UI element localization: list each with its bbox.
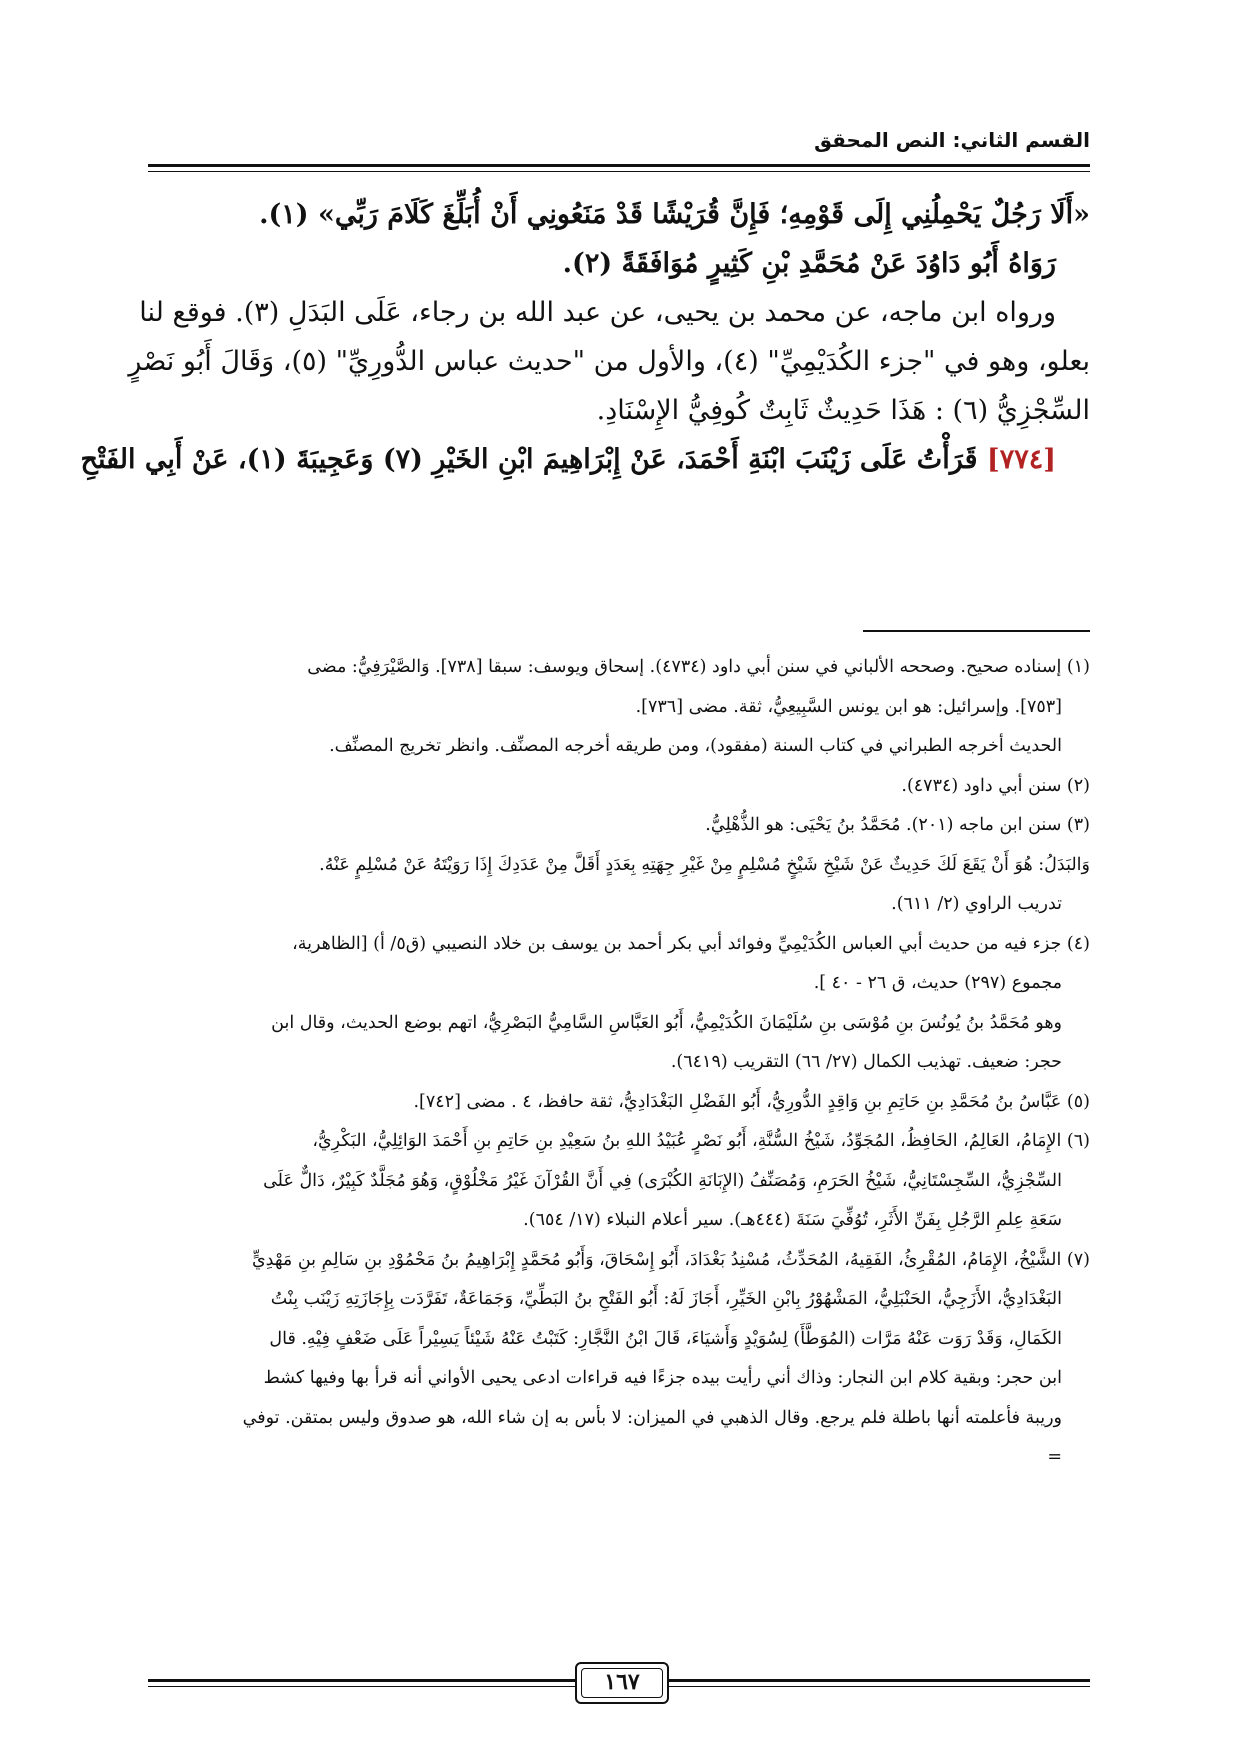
body-line: ورواه ابن ماجه، عن محمد بن يحيى، عن عبد الله بن رجاء، عَلَى البَدَلِ (٣). فوقع لنا (139, 297, 1056, 328)
footnote-line: وَالبَدَلُ: هُوَ أَنْ يَقَعَ لَكَ حَدِيثٌ عَنْ شَيْخِ شَيْخٍ مُسْلِمٍ مِنْ غَيْرِ جِهَتِهِ بِعَدَدٍ أَقَلَّ مِنْ عَدَدِكَ إِذَا رَوَيْتَهُ عَنْ مُسْلِمٍ عَنْهُ. (319, 854, 1090, 875)
page-number-frame (575, 1662, 669, 1704)
footnote-line: سَعَةِ عِلمِ الرَّجُلِ بِفَنِّ الأَثَرِ، تُوُفِّيَ سَنَةَ (٤٤٤هـ). سير أعلام النبلاء (١٧/ ٦٥٤). (523, 1210, 1062, 1230)
hadith-text: قَرَأْتُ عَلَى زَيْنَبَ ابْنَةِ أَحْمَدَ، عَنْ إِبْرَاهِيمَ ابْنِ الخَيْرِ (٧) وَعَجِيبَةَ (١)، عَنْ أَبِي الفَتْحِ (80, 444, 978, 475)
header-rule-thin (148, 171, 1090, 172)
footnote-separator (863, 630, 1090, 632)
hadith-number: [٧٧٤] (986, 444, 1056, 475)
footnote-line: (٢) سنن أبي داود (٤٧٣٤). (901, 775, 1090, 796)
footnote-line: تدريب الراوي (٢/ ٦١١). (891, 894, 1062, 914)
footnotes (148, 648, 1090, 1478)
footnote-line: (٤) جزء فيه من حديث أبي العباس الكُدَيْمِيِّ وفوائد أبي بكر أحمد بن يوسف بن خلاد النصيبي (ق٥/ أ) [الظاهرية، (292, 933, 1090, 954)
footnote-line: (٦) الإِمَامُ، العَالِمُ، الحَافِظُ، المُجَوِّدُ، شَيْخُ السُّنَّةِ، أَبُو نَصْرٍ عُبَيْدُ اللهِ بنُ سَعِيْدِ بنِ حَاتِمِ بنِ أَحْمَدَ الوَائِلِيُّ، البَكْرِيُّ، (312, 1131, 1090, 1151)
footnote-line: [٧٥٣]. وإسرائيل: هو ابن يونس السَّبِيعِيُّ، ثقة. مضى [٧٣٦]. (635, 696, 1062, 717)
footnote-line: حجر: ضعيف. تهذيب الكمال (٢٧/ ٦٦) التقريب (٦٤١٩). (670, 1052, 1062, 1072)
footnote-line: وريبة فأعلمته أنها باطلة فلم يرجع. وقال الذهبي في الميزان: لا بأس به إن شاء الله، هو صدوق وليس بمتقن. توفي (242, 1407, 1062, 1428)
footnote-line: ابن حجر: وبقية كلام ابن النجار: وذاك أني رأيت بيده جزءًا فيه قراءات ادعى يحيى الأواني أنه قرأ بها وفيها كشط (263, 1368, 1062, 1388)
running-header: القسم الثاني: النص المحقق (814, 128, 1090, 152)
footnote-line: (١) إسناده صحيح. وصححه الألباني في سنن أبي داود (٤٧٣٤). إسحاق ويوسف: سبقا [٧٣٨]. وَالصَّيْرَفِيُّ: مضى (307, 657, 1090, 677)
footnote-line: (٧) الشَّيْخُ، الإِمَامُ، المُقْرِئُ، الفَقِيهُ، المُحَدِّثُ، مُسْنِدُ بَغْدَادَ، أَبُو إِسْحَاقَ، وَأَبُو مُحَمَّدٍ إِبْرَاهِيمُ بنُ مَحْمُوْدِ بنِ سَالِمِ بنِ مَهْدِيٍّ (251, 1249, 1090, 1270)
footnote-line: السِّجْزِيُّ، السِّجِسْتَانِيُّ، شَيْخُ الحَرَمِ، وَمُصَنِّفُ (الإِبَانَةِ الكُبْرَى) فِي أَنَّ القُرْآنَ غَيْرُ مَخْلُوْقٍ، وَهُوَ مُجَلَّدٌ كَبِيْرٌ، دَالٌّ عَلَى (263, 1170, 1062, 1191)
page-number: ١٦٧ (604, 1669, 640, 1695)
hadith-line (80, 435, 1090, 484)
footnote-line: الحديث أخرجه الطبراني في كتاب السنة (مفقود)، ومن طريقه أخرجه المصنِّف. وانظر تخريج المصنِّف. (329, 736, 1062, 756)
footnote-line: البَغْدَادِيُّ، الأَزَجِيُّ، الحَنْبَلِيُّ، المَشْهُوْرُ بِابْنِ الخَيِّرِ، أَجَازَ لَهُ: أَبُو الفَتْحِ بنُ البَطِّيِّ، وَجَمَاعَةٌ، تَفَرَّدَت بِإِجَازَتِهِ زَيْنَب بِنْتُ (270, 1289, 1062, 1309)
header-rule-thick (148, 164, 1090, 167)
footnote-line: (٣) سنن ابن ماجه (٢٠١). مُحَمَّدُ بنُ يَحْيَى: هو الذُّهْلِيُّ. (705, 815, 1090, 835)
body-line: بعلو، وهو في "جزء الكُدَيْمِيِّ" (٤)، والأول من "حديث عباس الدُّورِيِّ" (٥)، وَقَالَ أَبُو نَصْرٍ (128, 346, 1090, 377)
footnote-line: (٥) عَبَّاسُ بنُ مُحَمَّدِ بنِ حَاتِمِ بنِ وَاقِدٍ الدُّورِيُّ، أَبُو الفَضْلِ البَغْدَادِيُّ، ثقة حافظ، ٤ . مضى [٧٤٢]. (413, 1091, 1090, 1112)
body-line: السِّجْزِيُّ (٦) : هَذَا حَدِيثٌ ثَابِتٌ كُوفِيُّ الإِسْنَادِ. (596, 395, 1090, 426)
footnote-line: الكَمَالِ، وَقَدْ رَوَت عَنْهُ مَرَّات (المُوَطَّأَ) لِسُوَيْدٍ وَأَشيَاءَ، قَالَ ابْنُ النَّجَّارِ: كَتَبْتُ عَنْهُ شَيْئاً يَسِيْراً عَلَى ضَعْفٍ فِيْهِ. قال (269, 1328, 1062, 1349)
footnote-line: وهو مُحَمَّدُ بنُ يُونُسَ بنِ مُوْسَى بنِ سُلَيْمَانَ الكُدَيْمِيُّ، أَبُو العَبَّاسِ السَّامِيُّ البَصْرِيُّ، اتهم بوضع الحديث، وقال ابن (271, 1012, 1062, 1033)
footnote-line: = (1047, 1447, 1062, 1467)
main-text (80, 190, 1090, 484)
body-line: «أَلَا رَجُلٌ يَحْمِلُنِي إِلَى قَوْمِهِ؛ فَإِنَّ قُرَيْشًا قَدْ مَنَعُونِي أَنْ أُبَلِّغَ كَلَامَ رَبِّي» (١). (259, 199, 1090, 230)
footnote-line: مجموع (٢٩٧) حديث، ق ٢٦ - ٤٠ ]. (813, 973, 1062, 993)
body-line: رَوَاهُ أَبُو دَاوُدَ عَنْ مُحَمَّدِ بْنِ كَثِيرٍ مُوَافَقَةً (٢). (562, 248, 1056, 279)
